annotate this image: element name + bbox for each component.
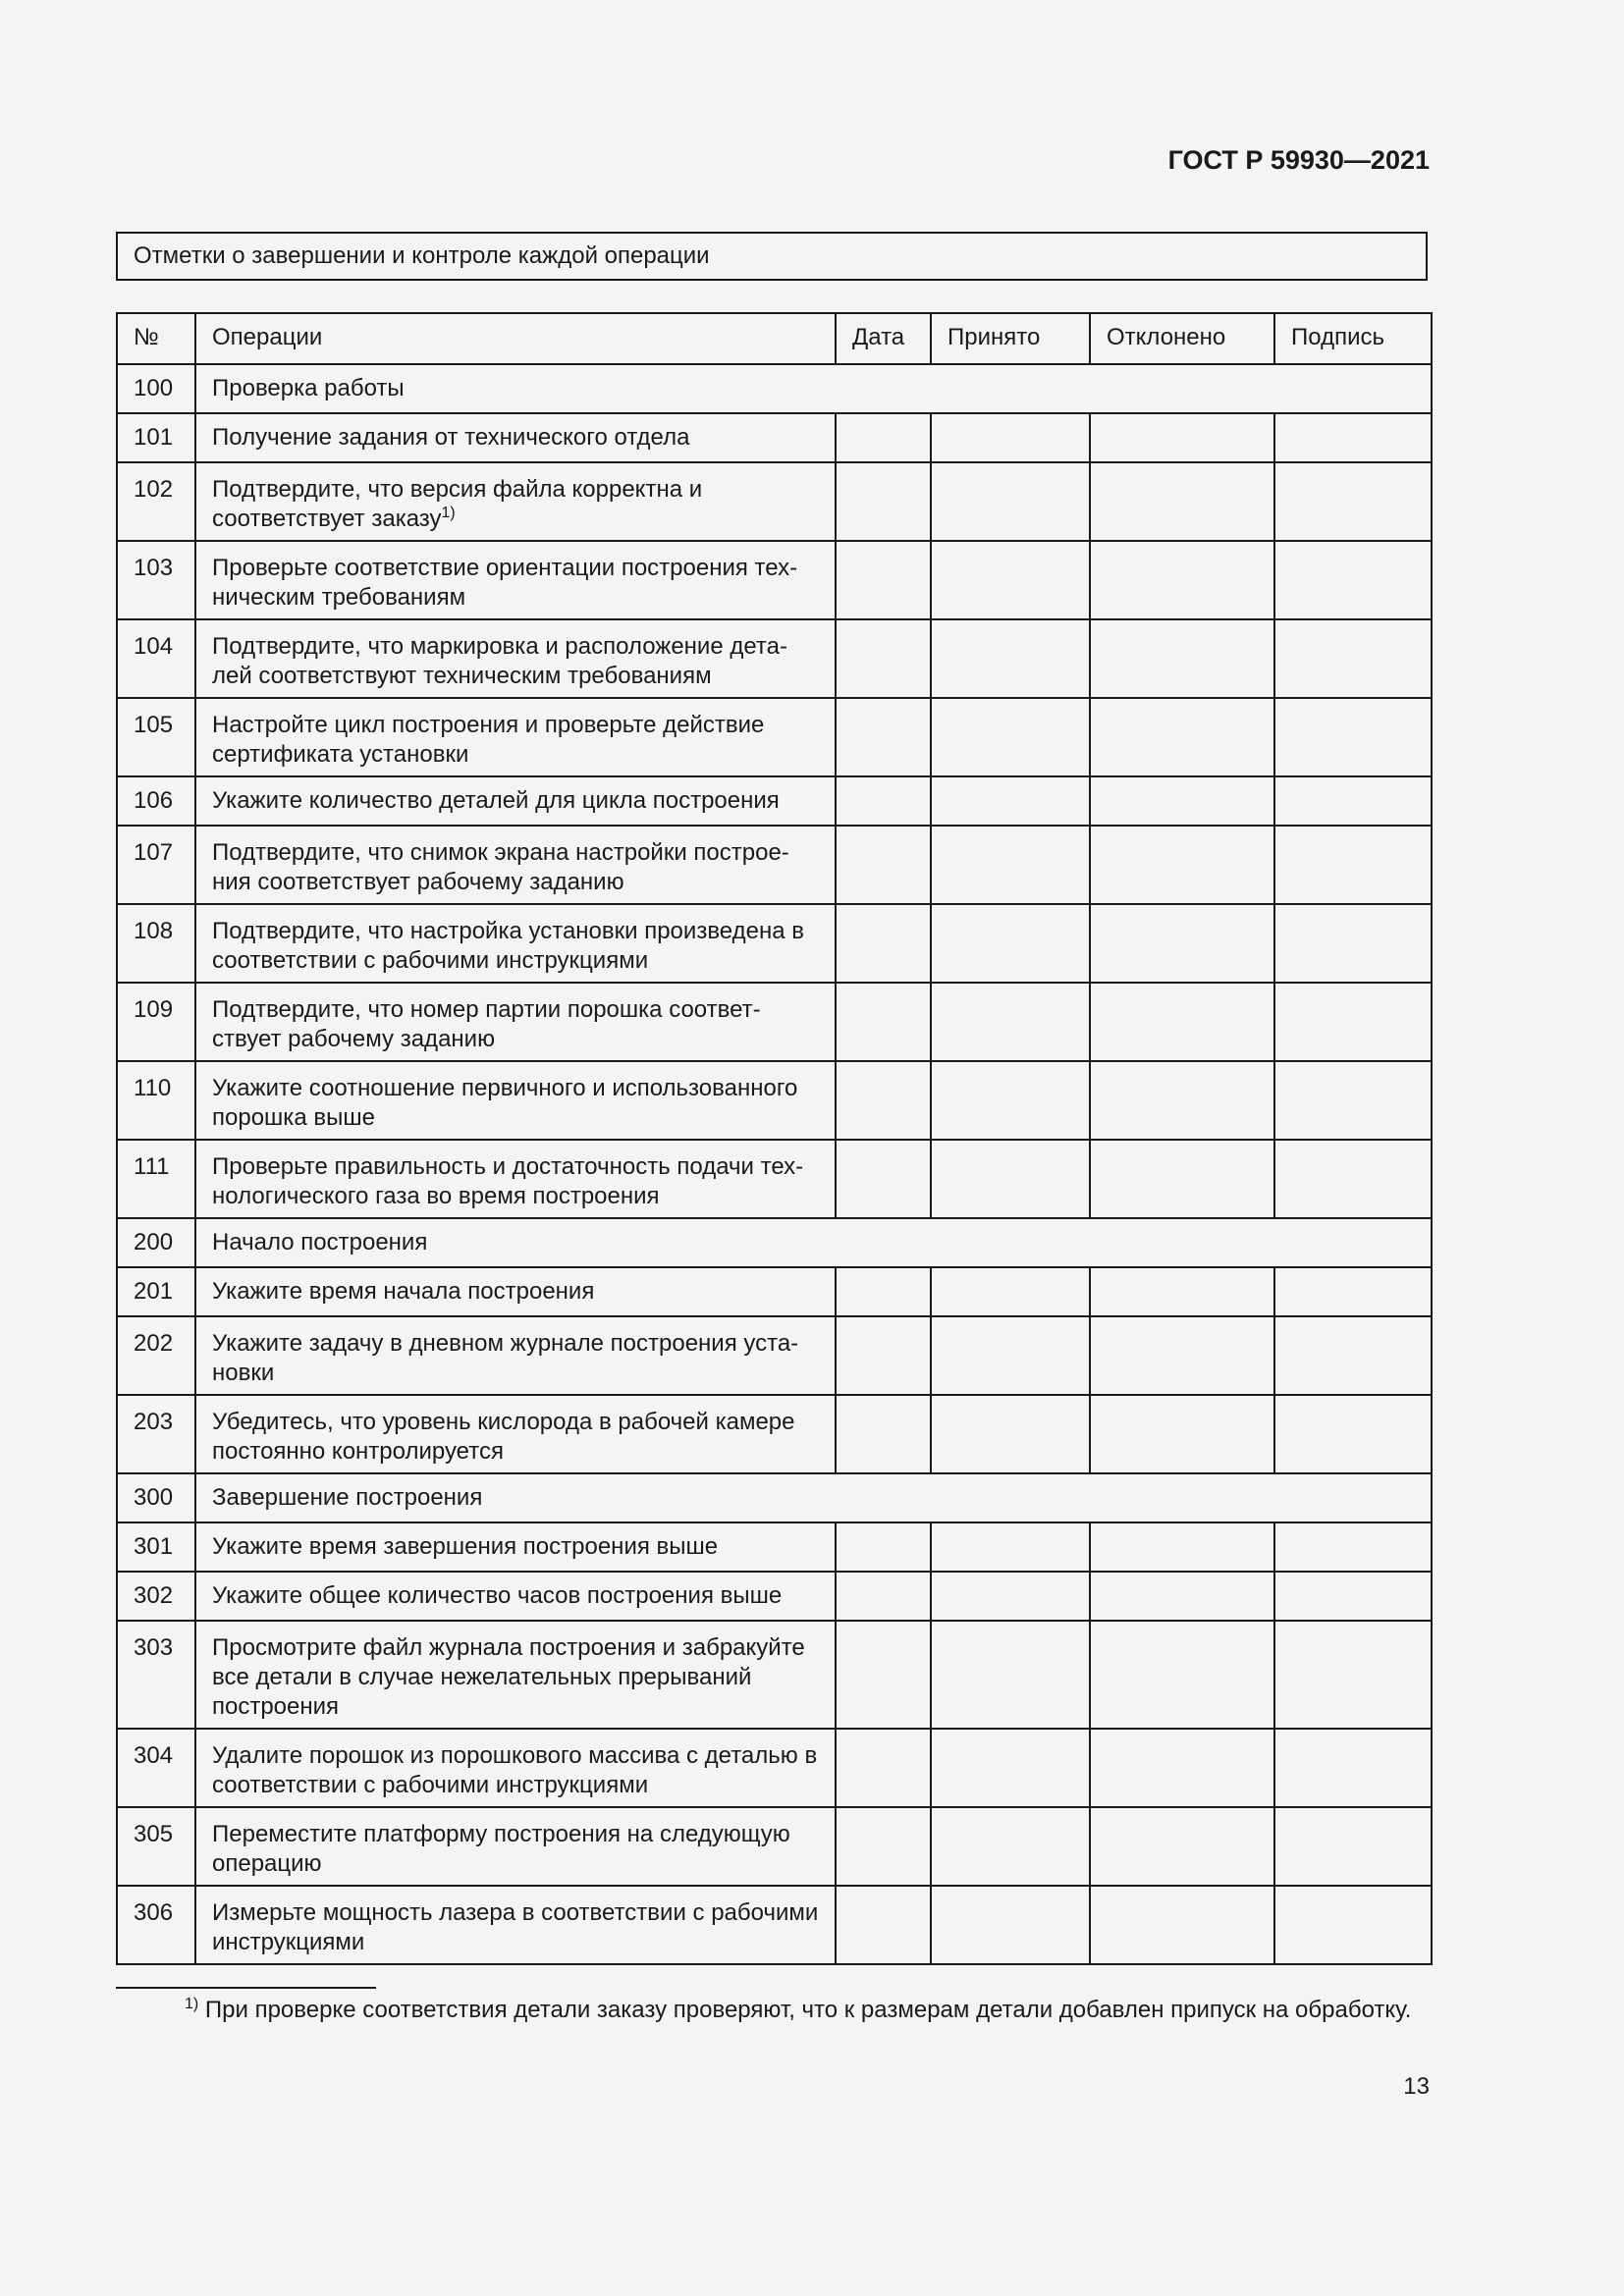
- signature-cell: [1274, 541, 1432, 619]
- footnote-marker: 1): [185, 1996, 199, 2012]
- signature-cell: [1274, 1807, 1432, 1886]
- date-cell: [836, 1807, 931, 1886]
- accepted-cell: [931, 1267, 1090, 1316]
- accepted-cell: [931, 826, 1090, 904]
- table-row: [117, 1395, 1432, 1473]
- rejected-cell: [1090, 541, 1274, 619]
- operation-text: Завершение построения: [212, 1484, 483, 1511]
- date-cell: [836, 541, 931, 619]
- operation-description: [195, 776, 836, 826]
- signature-cell: [1274, 904, 1432, 983]
- operation-number: 203: [117, 1395, 195, 1473]
- operation-number: 111: [117, 1140, 195, 1218]
- table-row: [117, 1807, 1432, 1886]
- signature-cell: [1274, 1729, 1432, 1807]
- operation-description: [195, 1218, 1432, 1267]
- operation-description: [195, 826, 836, 904]
- operation-text: Укажите соотношение первичного и использованного порошка выше: [212, 1075, 798, 1131]
- operation-text: Укажите время начала построения: [212, 1278, 595, 1305]
- operation-number: 109: [117, 983, 195, 1061]
- operation-description: [195, 364, 1432, 413]
- date-cell: [836, 1572, 931, 1621]
- accepted-cell: [931, 1395, 1090, 1473]
- column-header-rejected: Отклонено: [1090, 313, 1274, 364]
- accepted-cell: [931, 698, 1090, 776]
- operation-text: Удалите порошок из порошкового массива с деталью в соответствии с рабочими инструкциями: [212, 1742, 818, 1798]
- operation-number: 201: [117, 1267, 195, 1316]
- signature-cell: [1274, 1061, 1432, 1140]
- date-cell: [836, 826, 931, 904]
- table-row: [117, 1729, 1432, 1807]
- table-row: [117, 1886, 1432, 1964]
- footnote-reference: 1): [441, 505, 456, 521]
- operation-number: 202: [117, 1316, 195, 1395]
- operation-text: Просмотрите файл журнала построения и забракуйте все детали в случае нежелательных прерываний построения: [212, 1634, 805, 1720]
- rejected-cell: [1090, 776, 1274, 826]
- table-row: [117, 1140, 1432, 1218]
- operation-number: 306: [117, 1886, 195, 1964]
- operation-description: [195, 1316, 836, 1395]
- operation-number: 106: [117, 776, 195, 826]
- accepted-cell: [931, 1729, 1090, 1807]
- accepted-cell: [931, 541, 1090, 619]
- operation-number: 105: [117, 698, 195, 776]
- rejected-cell: [1090, 983, 1274, 1061]
- section-row: [117, 364, 1432, 413]
- signature-cell: [1274, 1522, 1432, 1572]
- operation-description: [195, 541, 836, 619]
- date-cell: [836, 1522, 931, 1572]
- operation-text: Укажите количество деталей для цикла построения: [212, 787, 780, 814]
- accepted-cell: [931, 1140, 1090, 1218]
- signature-cell: [1274, 698, 1432, 776]
- date-cell: [836, 776, 931, 826]
- operation-number: 103: [117, 541, 195, 619]
- table-row: [117, 1267, 1432, 1316]
- signature-cell: [1274, 983, 1432, 1061]
- table-row: [117, 413, 1432, 462]
- table-row: [117, 1316, 1432, 1395]
- operation-text: Переместите платформу построения на следующую операцию: [212, 1821, 790, 1877]
- date-cell: [836, 619, 931, 698]
- operation-description: [195, 1395, 836, 1473]
- column-header-number: №: [117, 313, 195, 364]
- signature-cell: [1274, 1316, 1432, 1395]
- section-row: [117, 1218, 1432, 1267]
- signature-cell: [1274, 413, 1432, 462]
- accepted-cell: [931, 776, 1090, 826]
- date-cell: [836, 462, 931, 541]
- operation-description: [195, 1140, 836, 1218]
- operation-description: [195, 1522, 836, 1572]
- table-header-row: [117, 313, 1432, 364]
- operation-number: 100: [117, 364, 195, 413]
- operation-description: [195, 904, 836, 983]
- signature-cell: [1274, 826, 1432, 904]
- signature-cell: [1274, 1572, 1432, 1621]
- operation-number: 104: [117, 619, 195, 698]
- date-cell: [836, 1140, 931, 1218]
- accepted-cell: [931, 462, 1090, 541]
- document-code: ГОСТ Р 59930—2021: [1167, 145, 1430, 175]
- rejected-cell: [1090, 1316, 1274, 1395]
- operation-description: [195, 1807, 836, 1886]
- table-row: [117, 776, 1432, 826]
- signature-cell: [1274, 1886, 1432, 1964]
- section-row: [117, 1473, 1432, 1522]
- operation-text: Укажите общее количество часов построения выше: [212, 1582, 783, 1609]
- signature-cell: [1274, 1267, 1432, 1316]
- accepted-cell: [931, 904, 1090, 983]
- page-number: 13: [1403, 2073, 1430, 2100]
- rejected-cell: [1090, 904, 1274, 983]
- operation-number: 305: [117, 1807, 195, 1886]
- rejected-cell: [1090, 826, 1274, 904]
- date-cell: [836, 1621, 931, 1729]
- operation-text: Подтвердите, что версия файла корректна и соответствует заказу: [212, 476, 703, 532]
- operations-table: [116, 312, 1433, 1965]
- rejected-cell: [1090, 698, 1274, 776]
- date-cell: [836, 1729, 931, 1807]
- rejected-cell: [1090, 1572, 1274, 1621]
- date-cell: [836, 1395, 931, 1473]
- accepted-cell: [931, 413, 1090, 462]
- footnote-divider: [116, 1987, 376, 1989]
- rejected-cell: [1090, 413, 1274, 462]
- operation-description: [195, 1886, 836, 1964]
- operation-description: [195, 698, 836, 776]
- operation-text: Подтвердите, что снимок экрана настройки построения соответствует рабочему заданию: [212, 839, 789, 895]
- table-row: [117, 983, 1432, 1061]
- operation-description: [195, 1621, 836, 1729]
- operation-number: 304: [117, 1729, 195, 1807]
- operation-number: 108: [117, 904, 195, 983]
- operation-text: Укажите время завершения построения выше: [212, 1533, 719, 1560]
- operation-number: 200: [117, 1218, 195, 1267]
- table-row: [117, 826, 1432, 904]
- table-row: [117, 462, 1432, 541]
- rejected-cell: [1090, 1886, 1274, 1964]
- accepted-cell: [931, 619, 1090, 698]
- operation-description: [195, 1729, 836, 1807]
- accepted-cell: [931, 1621, 1090, 1729]
- accepted-cell: [931, 1061, 1090, 1140]
- date-cell: [836, 983, 931, 1061]
- date-cell: [836, 1267, 931, 1316]
- rejected-cell: [1090, 1267, 1274, 1316]
- operation-description: [195, 1572, 836, 1621]
- signature-cell: [1274, 462, 1432, 541]
- operation-description: [195, 619, 836, 698]
- operation-text: Получение задания от технического отдела: [212, 424, 690, 451]
- operation-text: Начало построения: [212, 1229, 428, 1255]
- operation-description: [195, 1267, 836, 1316]
- rejected-cell: [1090, 1807, 1274, 1886]
- accepted-cell: [931, 1572, 1090, 1621]
- table-row: [117, 1522, 1432, 1572]
- date-cell: [836, 698, 931, 776]
- table-row: [117, 619, 1432, 698]
- operation-number: 101: [117, 413, 195, 462]
- date-cell: [836, 1886, 931, 1964]
- date-cell: [836, 1061, 931, 1140]
- rejected-cell: [1090, 1621, 1274, 1729]
- operation-number: 107: [117, 826, 195, 904]
- signature-cell: [1274, 1621, 1432, 1729]
- signature-cell: [1274, 1140, 1432, 1218]
- operation-text: Настройте цикл построения и проверьте действие сертификата установки: [212, 712, 765, 768]
- operation-number: 303: [117, 1621, 195, 1729]
- rejected-cell: [1090, 1140, 1274, 1218]
- operation-text: Подтвердите, что настройка установки произведена в соответствии с рабочими инструкциями: [212, 918, 804, 974]
- footnote-text: При проверке соответствия детали заказу проверяют, что к размерам детали добавлен припуск на обработку.: [204, 1997, 1412, 2023]
- rejected-cell: [1090, 619, 1274, 698]
- operation-number: 301: [117, 1522, 195, 1572]
- operation-description: [195, 462, 836, 541]
- rejected-cell: [1090, 1729, 1274, 1807]
- operation-text: Подтвердите, что маркировка и расположение деталей соответствуют техническим требованиям: [212, 633, 787, 689]
- rejected-cell: [1090, 1522, 1274, 1572]
- table-row: [117, 541, 1432, 619]
- operation-description: [195, 413, 836, 462]
- operation-text: Проверьте правильность и достаточность подачи технологического газа во время построения: [212, 1153, 804, 1209]
- date-cell: [836, 1316, 931, 1395]
- operation-text: Проверьте соответствие ориентации построения техническим требованиям: [212, 555, 798, 611]
- accepted-cell: [931, 1522, 1090, 1572]
- column-header-operations: Операции: [195, 313, 836, 364]
- rejected-cell: [1090, 1395, 1274, 1473]
- operation-text: Измерьте мощность лазера в соответствии с рабочими инструкциями: [212, 1899, 819, 1955]
- operation-text: Проверка работы: [212, 375, 405, 401]
- operation-number: 302: [117, 1572, 195, 1621]
- signature-cell: [1274, 776, 1432, 826]
- date-cell: [836, 904, 931, 983]
- column-header-date: Дата: [836, 313, 931, 364]
- accepted-cell: [931, 983, 1090, 1061]
- rejected-cell: [1090, 462, 1274, 541]
- column-header-accepted: Принято: [931, 313, 1090, 364]
- operation-text: Укажите задачу в дневном журнале построения установки: [212, 1330, 799, 1386]
- operations-table-body: [117, 364, 1432, 1964]
- table-row: [117, 1621, 1432, 1729]
- table-row: [117, 1061, 1432, 1140]
- operation-number: 300: [117, 1473, 195, 1522]
- accepted-cell: [931, 1886, 1090, 1964]
- operation-text: Подтвердите, что номер партии порошка соответствует рабочему заданию: [212, 996, 761, 1052]
- operation-description: [195, 1473, 1432, 1522]
- table-row: [117, 904, 1432, 983]
- footnote: [116, 1995, 1430, 2025]
- signature-cell: [1274, 1395, 1432, 1473]
- column-header-signature: Подпись: [1274, 313, 1432, 364]
- operation-description: [195, 983, 836, 1061]
- table-row: [117, 698, 1432, 776]
- accepted-cell: [931, 1316, 1090, 1395]
- signature-cell: [1274, 619, 1432, 698]
- notice-box: Отметки о завершении и контроле каждой операции: [116, 232, 1428, 281]
- rejected-cell: [1090, 1061, 1274, 1140]
- date-cell: [836, 413, 931, 462]
- operation-text: Убедитесь, что уровень кислорода в рабочей камере постоянно контролируется: [212, 1409, 795, 1465]
- operation-description: [195, 1061, 836, 1140]
- operation-number: 110: [117, 1061, 195, 1140]
- operation-number: 102: [117, 462, 195, 541]
- table-row: [117, 1572, 1432, 1621]
- accepted-cell: [931, 1807, 1090, 1886]
